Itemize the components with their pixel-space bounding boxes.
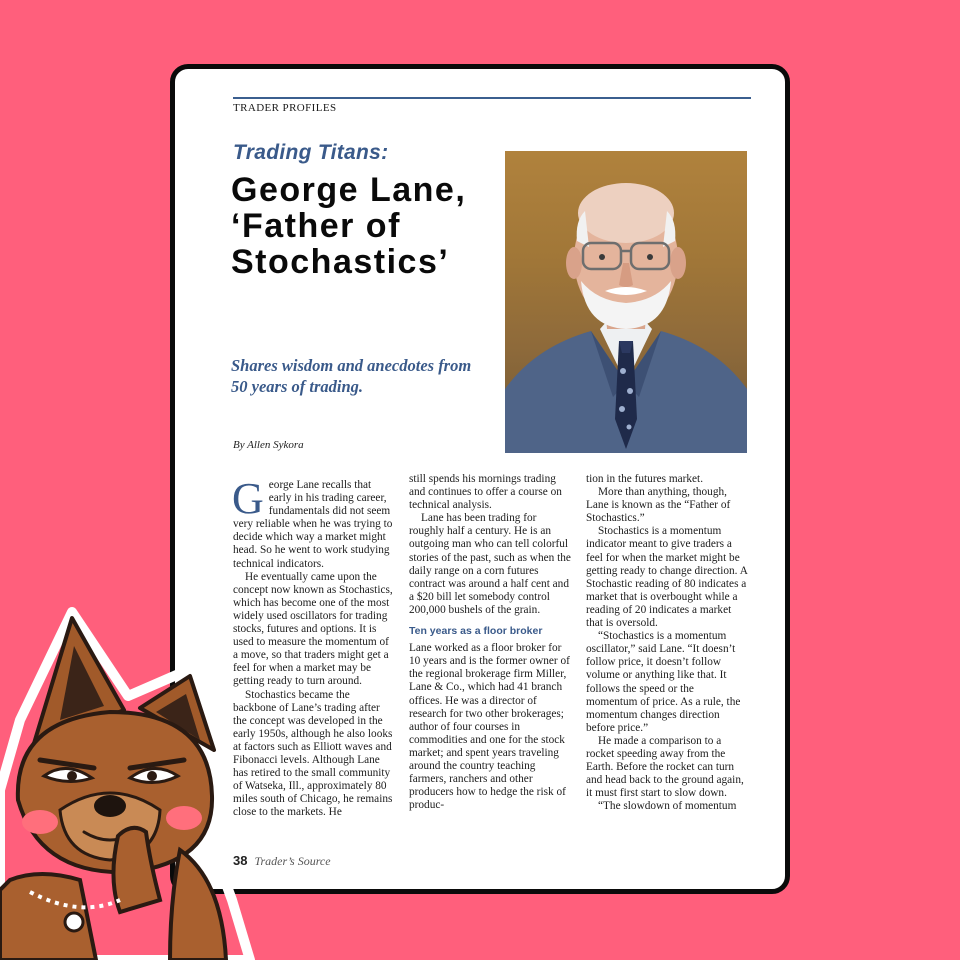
header-rule: [233, 97, 751, 99]
magazine-page: [170, 64, 790, 894]
paragraph: Stochastics is a momentum indicator meant to give traders a feel for when the market might be getting ready to change direction. A Stochastic reading of 80 indicates a market that is overbought while a reading of 20 indicates a market that is oversold.: [586, 525, 748, 630]
paragraph: Stochastics became the backbone of Lane’s trading after the concept was developed in the early 1950s, although he also looks at factors such as Elliott waves and Fibonacci levels. Although Lane has retired to the small community of Watseka, Ill., approximately 80 miles south of Chicago, he remains close to the markets. He: [233, 688, 393, 819]
paragraph: Lane worked as a floor broker for 10 years and is the former owner of the regional brokerage firm Miller, Lane & Co., which had 41 branch offices. He was a director of research for two other brokerages; author of four courses in commodities and one for the stock market; and spent years traveling around the country teaching farmers, ranchers and other producers how to hedge the risk of produc-: [409, 642, 570, 812]
paragraph: “Stochastics is a momentum oscillator,” said Lane. “It doesn’t follow price, it doesn’t follow volume or anything like that. It follows the speed or the momentum of price. As a rule, the momentum changes direction before price.”: [586, 630, 741, 734]
paragraph: still spends his mornings trading and continues to offer a course on technical analysis.: [409, 473, 562, 512]
article-column-2: [409, 473, 571, 812]
page-number: 38: [233, 853, 248, 868]
byline: By Allen Sykora: [233, 439, 304, 451]
paragraph: tion in the futures market.: [586, 473, 704, 485]
portrait-illustration: [505, 151, 747, 453]
paragraph: Lane has been trading for roughly half a century. He is an outgoing man who can tell colorful stories of the past, such as when the daily range on a corn futures contract was around a half cent and a $20 bill let somebody control 200,000 bushels of the grain.: [409, 512, 571, 616]
subhead: Ten years as a floor broker: [409, 625, 543, 638]
paragraph: He made a comparison to a rocket speeding away from the Earth. Before the rocket can turn and head back to the ground again, it must first start to slow down.: [586, 734, 744, 800]
paragraph: “The slowdown of momentum: [598, 800, 737, 813]
publication-name: Trader’s Source: [254, 854, 331, 868]
paragraph: George Lane recalls that early in his trading career, fundamentals did not seem very reliable when he was trying to decide which way a market might head. So he went to work studying technical indicators.: [232, 474, 393, 570]
paragraph: More than anything, though, Lane is known as the “Father of Stochastics.”: [586, 486, 731, 525]
headline: George Lane, ‘Father of Stochastics’: [231, 171, 467, 281]
portrait-photo: [505, 151, 747, 453]
paragraph: He eventually came upon the concept now known as Stochastics, which has become one of the most widely used oscillators for trading stocks, futures and options. It is used to measure the momentum of a move, so that traders might get a feel for when a market may be getting ready to turn around.: [233, 570, 393, 688]
article-column-3: [586, 473, 748, 813]
section-label: TRADER PROFILES: [233, 102, 337, 114]
deck: Shares wisdom and anecdotes from 50 years of trading.: [231, 356, 472, 396]
drop-cap: G: [232, 474, 264, 523]
kicker: Trading Titans:: [233, 141, 389, 164]
dog-sticker-icon: [0, 600, 260, 960]
